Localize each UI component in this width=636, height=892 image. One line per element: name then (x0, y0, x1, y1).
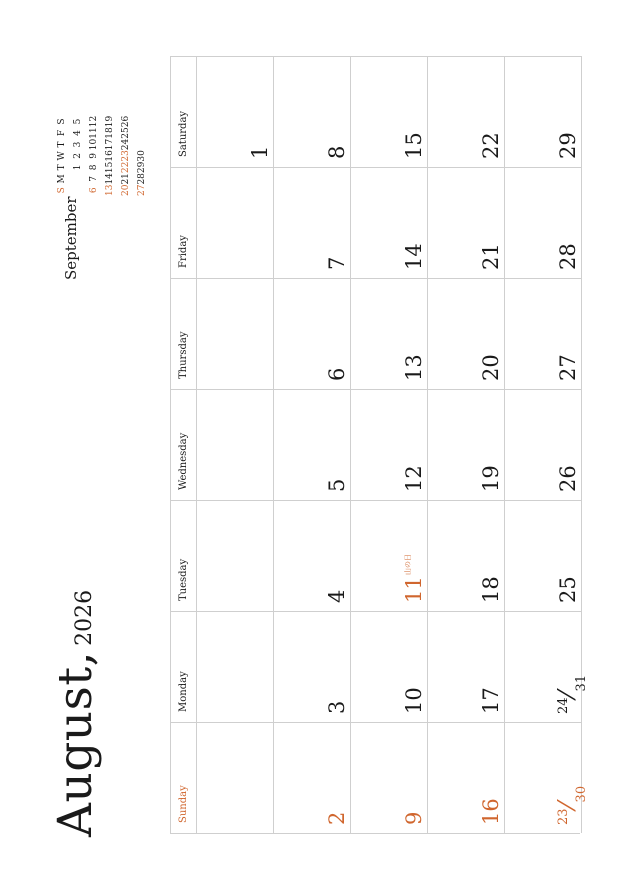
mini-day: 12 (89, 115, 99, 128)
mini-weekday-header: T (57, 164, 67, 171)
day-cell[interactable] (505, 389, 582, 500)
weekday-header-friday: Friday (171, 167, 197, 278)
month-grid (170, 56, 589, 834)
mini-day: 27 (137, 184, 147, 196)
day-number: 27 (556, 354, 580, 381)
mini-day: 22 (121, 161, 131, 174)
day-cell[interactable] (197, 56, 274, 167)
day-number: 24⁄31 (553, 674, 589, 714)
month-title: August, (48, 650, 103, 837)
mini-day (70, 173, 86, 184)
day-number: 29 (556, 132, 580, 159)
day-number: 20 (479, 354, 503, 381)
mini-day: 21 (121, 173, 131, 185)
mini-day: 26 (121, 115, 131, 128)
day-cell[interactable] (274, 167, 351, 278)
mini-day: 29 (137, 161, 147, 174)
mini-day: 18 (105, 127, 115, 139)
day-cell[interactable] (428, 389, 505, 500)
day-cell[interactable] (351, 167, 428, 278)
mini-day: 1 (73, 164, 83, 171)
day-cell[interactable] (505, 278, 582, 389)
mini-weekday-header: M (57, 174, 67, 184)
day-number: 13 (402, 354, 426, 381)
day-number: 15 (402, 132, 426, 159)
day-number: 21 (479, 243, 503, 270)
mini-day: 2 (73, 153, 83, 159)
mini-weekday-header: W (57, 151, 67, 161)
mini-day: 13 (105, 184, 115, 196)
day-cell[interactable] (274, 278, 351, 389)
day-cell[interactable] (274, 389, 351, 500)
mini-day: 19 (105, 115, 115, 128)
day-cell[interactable] (274, 722, 351, 833)
day-cell[interactable] (197, 278, 274, 389)
day-number: 1 (248, 145, 272, 159)
mini-day: 3 (73, 141, 83, 148)
mini-day: 14 (105, 173, 115, 185)
day-number: 18 (479, 576, 503, 603)
day-number: 10 (402, 687, 426, 714)
mini-day (70, 185, 86, 196)
day-cell[interactable] (197, 500, 274, 611)
day-number: 6 (325, 367, 349, 381)
mini-day: 7 (89, 175, 99, 182)
day-cell[interactable] (428, 500, 505, 611)
mini-day: 28 (137, 173, 147, 185)
day-cell[interactable] (197, 611, 274, 722)
mini-day: 24 (121, 138, 131, 151)
weekday-header-tuesday: Tuesday (171, 500, 197, 611)
day-number: 22 (479, 132, 503, 159)
page-title (48, 589, 103, 837)
day-cell[interactable] (197, 722, 274, 833)
day-number: 19 (479, 465, 503, 492)
weekday-header-sunday: Sunday (171, 722, 197, 833)
mini-calendar-title: September (62, 196, 80, 280)
day-cell[interactable] (351, 611, 428, 722)
mini-day (134, 127, 150, 138)
day-cell[interactable] (505, 56, 582, 167)
mini-day: 5 (73, 118, 83, 125)
weekday-header-saturday: Saturday (171, 56, 197, 167)
day-number: 4 (325, 589, 349, 603)
day-cell[interactable] (274, 56, 351, 167)
mini-day: 6 (89, 187, 99, 194)
day-cell[interactable] (505, 722, 589, 833)
mini-day: 25 (121, 127, 131, 139)
weekday-header-monday: Monday (171, 611, 197, 722)
mini-calendar-table (54, 116, 150, 196)
day-cell[interactable] (351, 56, 428, 167)
day-number: 16 (479, 798, 503, 825)
day-cell[interactable] (351, 278, 428, 389)
day-cell[interactable] (505, 167, 582, 278)
mini-day: 30 (137, 150, 147, 162)
day-cell[interactable] (428, 56, 505, 167)
day-number: 14 (402, 243, 426, 270)
mini-day: 11 (89, 127, 99, 139)
day-number: 12 (402, 465, 426, 492)
mini-day: 8 (89, 164, 99, 171)
mini-day: 23 (121, 150, 131, 162)
mini-day: 9 (89, 153, 99, 159)
day-cell[interactable] (428, 611, 505, 722)
day-cell[interactable] (351, 500, 428, 611)
weekday-header-thursday: Thursday (171, 278, 197, 389)
mini-day: 20 (121, 184, 131, 196)
day-number: 2 (325, 811, 349, 825)
holiday-label: 山の日 (404, 554, 412, 575)
mini-day: 10 (89, 138, 99, 151)
day-cell[interactable] (505, 500, 582, 611)
mini-weekday-header: S (57, 187, 67, 194)
day-cell[interactable] (274, 500, 351, 611)
mini-day (134, 139, 150, 150)
day-cell[interactable] (351, 722, 428, 833)
weekday-header-row (171, 56, 197, 833)
day-number: 8 (325, 145, 349, 159)
day-number: 7 (325, 256, 349, 270)
day-cell[interactable] (274, 611, 351, 722)
day-number: 26 (556, 465, 580, 492)
weekday-header-wednesday: Wednesday (171, 389, 197, 500)
day-cell[interactable] (428, 167, 505, 278)
day-number: 11 (402, 576, 426, 603)
day-number: 23⁄30 (553, 785, 589, 825)
mini-day (134, 116, 150, 127)
day-cell[interactable] (197, 167, 274, 278)
day-number: 25 (556, 576, 580, 603)
mini-day: 16 (105, 150, 115, 162)
day-number: 17 (479, 687, 503, 714)
mini-day: 17 (105, 138, 115, 151)
mini-weekday-header: T (57, 141, 67, 148)
day-number: 3 (325, 700, 349, 714)
day-cell[interactable] (428, 722, 505, 833)
day-number: 9 (402, 811, 426, 825)
day-cell[interactable] (428, 278, 505, 389)
day-number: 5 (325, 478, 349, 492)
day-cell[interactable] (197, 389, 274, 500)
mini-day: 15 (105, 161, 115, 174)
day-number: 28 (556, 243, 580, 270)
mini-day: 4 (73, 130, 83, 136)
mini-weekday-header: F (57, 129, 67, 137)
day-cell[interactable] (351, 389, 428, 500)
mini-weekday-header: S (57, 118, 67, 125)
year-label: 2026 (72, 589, 97, 646)
day-cell[interactable] (505, 611, 589, 722)
